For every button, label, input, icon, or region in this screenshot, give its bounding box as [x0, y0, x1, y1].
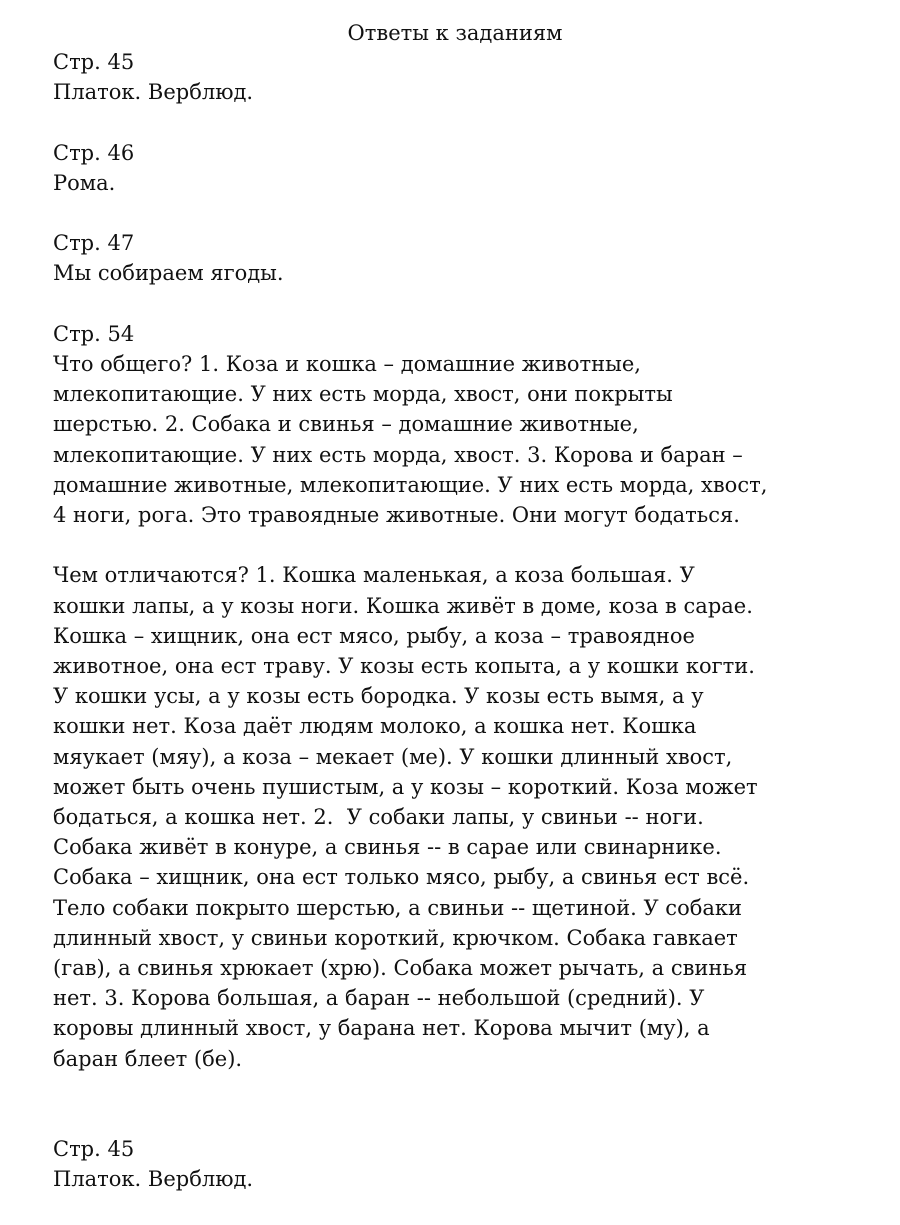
page-reference: Стр. 45 [53, 50, 135, 74]
text-line: Собака – хищник, она ест только мясо, рыбу, а свинья ест всё. [53, 865, 750, 890]
text-line: млекопитающие. У них есть морда, хвост. 3. Корова и баран – [53, 442, 743, 467]
text-line: У кошки усы, а у козы есть бородка. У козы есть вымя, а у [53, 684, 704, 709]
page-reference: Стр. 46 [53, 140, 135, 165]
answer-section [53, 228, 873, 288]
answer-section [53, 47, 873, 107]
page-reference: Стр. 54 [53, 321, 135, 346]
page-reference: Стр. 47 [53, 231, 135, 256]
answer-text: Рома. [53, 170, 116, 195]
text-line: кошки лапы, а у козы ноги. Кошка живёт в доме, коза в сарае. [53, 593, 753, 618]
text-line: может быть очень пушистым, а у козы – короткий. Коза может [53, 774, 758, 799]
text-line: животное, она ест траву. У козы есть копыта, а у кошки когти. [53, 654, 755, 678]
text-line: Тело собаки покрыто шерстью, а свиньи -- щетиной. У собаки [53, 895, 742, 920]
text-line: кошки нет. Коза даёт людям молоко, а кошка нет. Кошка [53, 714, 697, 739]
text-line: бодаться, а кошка нет. 2. У собаки лапы, у свиньи -- ноги. [53, 805, 704, 830]
answer-section [53, 319, 873, 1074]
text-line: домашние животные, млекопитающие. У них есть морда, хвост, [53, 472, 768, 497]
text-line: Кошка – хищник, она ест мясо, рыбу, а коза – травоядное [53, 623, 695, 648]
text-line: 4 ноги, рога. Это травоядные животные. Они могут бодаться. [53, 503, 740, 527]
text-line: баран блеет (бе). [53, 1046, 243, 1071]
text-line: (гав), а свинья хрюкает (хрю). Собака может рычать, а свинья [53, 956, 748, 981]
text-line: коровы длинный хвост, у барана нет. Корова мычит (му), а [53, 1016, 710, 1041]
answer-text: Мы собираем ягоды. [53, 261, 284, 286]
text-line: шерстью. 2. Собака и свинья – домашние животные, [53, 412, 639, 437]
page-title: Ответы к заданиям [347, 21, 563, 45]
differences-paragraph [53, 560, 873, 1073]
text-line: Чем отличаются? 1. Кошка маленькая, а коза большая. У [53, 563, 695, 588]
text-line: мяукает (мяу), а коза – мекает (ме). У кошки длинный хвост, [53, 744, 733, 769]
text-line: млекопитающие. У них есть морда, хвост, они покрыты [53, 382, 673, 407]
answers-content [53, 47, 873, 1225]
page-reference: Стр. 45 [53, 1137, 135, 1162]
text-line: Собака живёт в конуре, а свинья -- в сарае или свинарнике. [53, 835, 722, 860]
answer-text: Платок. Верблюд. [53, 1167, 254, 1192]
answer-section [53, 138, 873, 198]
text-line: Что общего? 1. Коза и кошка – домашние животные, [53, 351, 641, 376]
answer-section [53, 1134, 873, 1194]
similarities-paragraph [53, 349, 873, 530]
text-line: нет. 3. Корова большая, а баран -- небольшой (средний). У [53, 986, 705, 1011]
text-line: длинный хвост, у свиньи короткий, крючком. Собака гавкает [53, 925, 738, 950]
answer-text: Платок. Верблюд. [53, 80, 254, 105]
